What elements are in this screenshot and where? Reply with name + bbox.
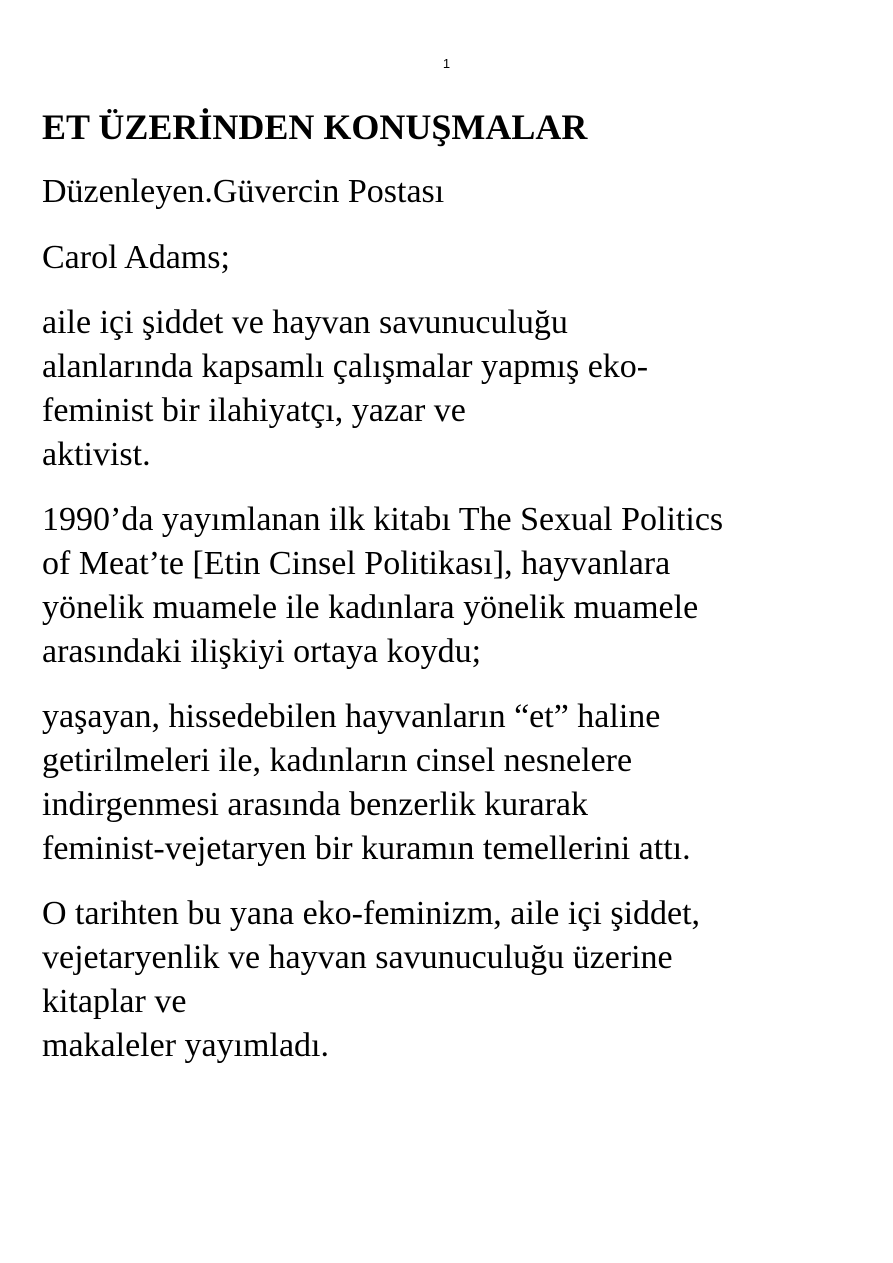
text-line: of Meat’te [Etin Cinsel Politikası], hayvanlara (42, 545, 671, 582)
text-line: vejetaryenlik ve hayvan savunuculuğu üzerine (42, 939, 673, 976)
text-line: makaleler yayımladı. (42, 1027, 329, 1064)
text-line: yaşayan, hissedebilen hayvanların “et” haline (42, 698, 661, 735)
theory-paragraph (42, 695, 887, 871)
editor-credit: Düzenleyen.Güvercin Postası (42, 173, 445, 210)
text-line: aile içi şiddet ve hayvan savunuculuğu (42, 304, 568, 341)
text-line: feminist bir ilahiyatçı, yazar ve (42, 392, 466, 429)
text-line: aktivist. (42, 436, 151, 473)
text-line: O tarihten bu yana eko-feminizm, aile içi şiddet, (42, 895, 701, 932)
publications-paragraph (42, 892, 887, 1068)
text-line: alanlarında kapsamlı çalışmalar yapmış eko- (42, 348, 649, 385)
text-line: kitaplar ve (42, 983, 187, 1020)
document-body (42, 104, 887, 1068)
document-title: ET ÜZERİNDEN KONUŞMALAR (42, 107, 588, 147)
text-line: arasındaki ilişkiyi ortaya koydu; (42, 633, 482, 670)
author-name: Carol Adams; (42, 239, 230, 276)
author-bio-paragraph (42, 301, 887, 477)
text-line: indirgenmesi arasında benzerlik kurarak (42, 786, 588, 823)
first-book-paragraph (42, 498, 887, 674)
page-number: 1 (442, 56, 451, 71)
text-line: 1990’da yayımlanan ilk kitabı The Sexual Politics (42, 501, 724, 538)
text-line: feminist-vejetaryen bir kuramın temellerini attı. (42, 830, 691, 867)
text-line: yönelik muamele ile kadınlara yönelik muamele (42, 589, 699, 626)
text-line: getirilmeleri ile, kadınların cinsel nesnelere (42, 742, 633, 779)
